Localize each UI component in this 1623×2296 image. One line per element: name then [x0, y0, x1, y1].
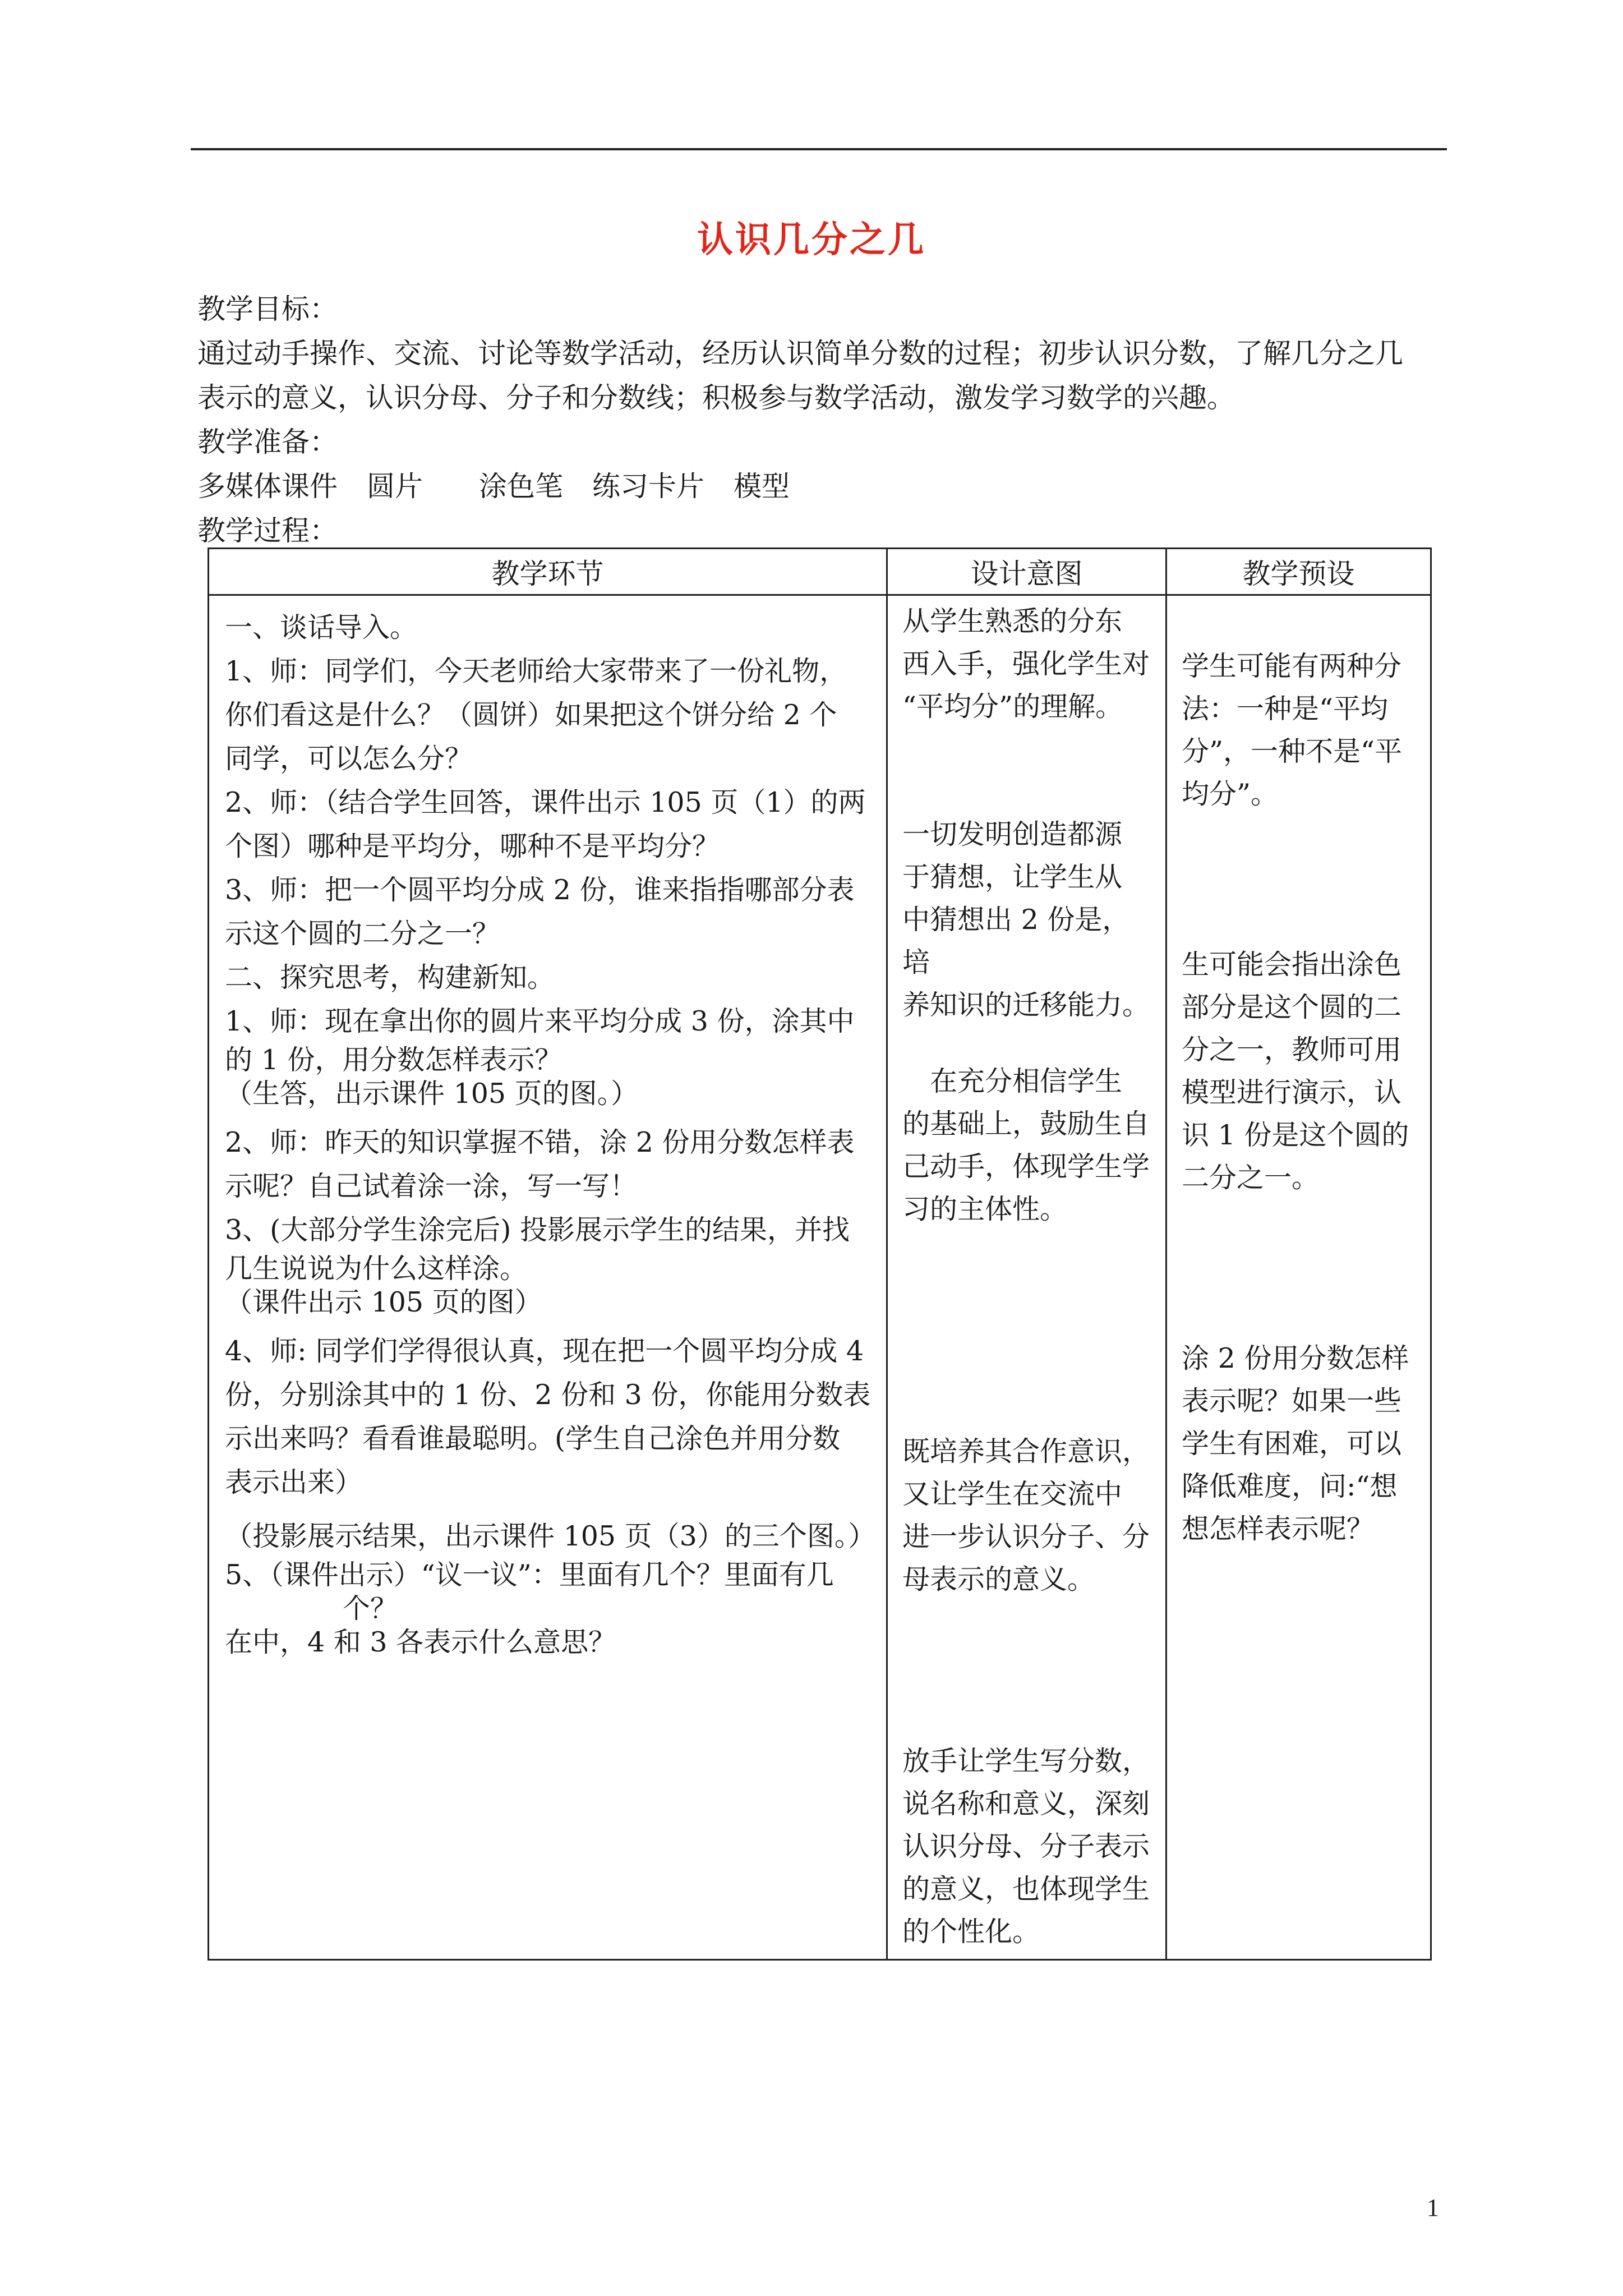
- intent-line: 中猜想出 2 份是，培: [902, 904, 1130, 978]
- table-row: [209, 595, 1431, 1960]
- step-line: 2、师：昨天的知识掌握不错，涂 2 份用分数怎样表: [225, 1126, 855, 1158]
- intent-note: [888, 1430, 1165, 1601]
- preset-line: 涂 2 份用分数怎样: [1182, 1342, 1409, 1374]
- process-heading: 教学过程：: [197, 514, 338, 547]
- step-line: 4、师: 同学们学得很认真，现在把一个圆平均分成 4: [225, 1335, 864, 1367]
- intent-line: 认识分母、分子表示: [902, 1830, 1150, 1862]
- step-line: （课件出示 105 页的图）: [225, 1286, 542, 1318]
- preset-line: 分”，一种不是“平: [1182, 735, 1403, 767]
- step-line: （投影展示结果，出示课件 105 页（3）的三个图。）: [225, 1520, 876, 1552]
- intent-note: [888, 600, 1165, 728]
- teaching-process-table: [208, 547, 1432, 1961]
- step-line: 5、（课件出示）“议一议”：里面有几个？里面有几: [225, 1559, 834, 1591]
- objectives-heading: 教学目标：: [197, 293, 338, 325]
- header-rule: [191, 148, 1447, 150]
- intro-section: [197, 287, 1454, 553]
- intent-line: 的个性化。: [902, 1916, 1040, 1948]
- step-line: 1、师：同学们，今天老师给大家带来了一份礼物，: [225, 655, 847, 687]
- step-line: 示这个圆的二分之一？: [225, 918, 500, 950]
- intent-line: 进一步认识分子、分: [902, 1521, 1150, 1553]
- intent-line: 西入手，强化学生对: [902, 648, 1150, 680]
- intent-note: [888, 813, 1165, 1027]
- preset-line: 想怎样表示呢？: [1182, 1513, 1375, 1545]
- step-line: 在中，4 和 3 各表示什么意思？: [225, 1626, 616, 1658]
- intent-line: “平均分”的理解。: [902, 691, 1123, 723]
- step-line: 的 1 份，用分数怎样表示？: [225, 1044, 562, 1076]
- step-line: 2、师：（结合学生回答，课件出示 105 页（1）的两: [225, 786, 866, 818]
- preset-cell: [1166, 595, 1431, 1960]
- intent-line: 的基础上，鼓励生自: [902, 1108, 1150, 1140]
- preset-line: 学生有困难，可以: [1182, 1428, 1402, 1460]
- step-line: 同学，可以怎么分？: [225, 743, 473, 775]
- prep-item: 涂色笔: [479, 470, 563, 503]
- intent-line: 既培养其合作意识，: [902, 1435, 1150, 1467]
- preset-line: 分之一，教师可用: [1182, 1034, 1402, 1066]
- document-title: 认识几分之几: [697, 219, 926, 261]
- step-line: 表示出来）: [225, 1466, 363, 1498]
- step-line: 1、师：现在拿出你的圆片来平均分成 3 份，涂其中: [225, 1005, 855, 1037]
- step-line: 3、(大部分学生涂完后) 投影展示学生的结果，并找: [225, 1214, 850, 1246]
- intent-line: 一切发明创造都源: [902, 818, 1123, 850]
- step-line: 3、师：把一个圆平均分成 2 份，谁来指指哪部分表: [225, 874, 855, 906]
- step-line: 示出来吗？看看谁最聪明。(学生自己涂色并用分数: [225, 1423, 841, 1455]
- preset-line: 识 1 份是这个圆的: [1182, 1119, 1409, 1151]
- preset-line: 部分是这个圆的二: [1182, 991, 1402, 1023]
- table-header-row: [209, 549, 1431, 595]
- step-line: 示呢？自己试着涂一涂，写一写！: [225, 1170, 638, 1202]
- preset-line: 表示呢？如果一些: [1182, 1385, 1402, 1417]
- intent-cell: [887, 595, 1166, 1960]
- preparation-heading: 教学准备：: [197, 426, 338, 458]
- header-teaching-steps: 教学环节: [209, 549, 887, 595]
- preparation-items: [197, 464, 1454, 509]
- preset-line: 生可能会指出涂色: [1182, 949, 1402, 981]
- step-line: 几生说说为什么这样涂。: [225, 1253, 528, 1285]
- prep-item: 多媒体课件: [197, 470, 338, 503]
- intent-line: 己动手，体现学生学: [902, 1151, 1150, 1182]
- prep-item: 练习卡片: [592, 470, 704, 503]
- intent-note: [888, 1060, 1165, 1231]
- intent-line: 的意义，也体现学生: [902, 1873, 1150, 1905]
- preset-note: [1167, 1337, 1430, 1550]
- header-teaching-preset: 教学预设: [1166, 549, 1431, 595]
- intent-line: 养知识的迁移能力。: [902, 989, 1150, 1021]
- preset-line: 均分”。: [1182, 778, 1279, 810]
- intent-line: 说名称和意义，深刻: [902, 1788, 1150, 1820]
- intent-line: 母表示的意义。: [902, 1563, 1095, 1595]
- intent-line: 于猜想，让学生从: [902, 861, 1123, 893]
- objectives-line-2: 表示的意义，认识分母、分子和分数线；积极参与数学活动，激发学习数学的兴趣。: [197, 381, 1235, 414]
- prep-item: 模型: [734, 470, 790, 503]
- step-line: 个图）哪种是平均分，哪种不是平均分？: [225, 830, 720, 862]
- objectives-line-1: 通过动手操作、交流、讨论等数学活动，经历认识简单分数的过程；初步认识分数，了解几分之几: [197, 337, 1403, 370]
- step-line: 一、谈话导入。: [225, 611, 418, 643]
- step-line: 你们看这是什么？（圆饼）如果把这个饼分给 2 个: [225, 699, 837, 731]
- preset-line: 模型进行演示，认: [1182, 1076, 1402, 1108]
- intent-note: [888, 1740, 1165, 1953]
- preset-line: 法：一种是“平均: [1182, 693, 1389, 725]
- header-design-intent: 设计意图: [887, 549, 1166, 595]
- step-line: 二、探究思考，构建新知。: [225, 961, 555, 993]
- preset-note: [1167, 645, 1430, 816]
- page-number: 1: [1427, 2194, 1439, 2221]
- prep-item: 圆片: [367, 470, 423, 503]
- preset-line: 二分之一。: [1182, 1162, 1320, 1194]
- step-line: （生答，出示课件 105 页的图。）: [225, 1078, 639, 1110]
- steps-cell: [209, 595, 887, 1960]
- preset-note: [1167, 944, 1430, 1199]
- step-line: 个？: [343, 1593, 398, 1625]
- intent-line: 在充分相信学生: [902, 1065, 1123, 1097]
- intent-line: 放手让学生写分数，: [902, 1745, 1150, 1777]
- intent-line: 习的主体性。: [902, 1193, 1068, 1225]
- preset-line: 降低难度，问:“想: [1182, 1470, 1398, 1502]
- step-line: 份，分别涂其中的 1 份、2 份和 3 份，你能用分数表: [225, 1379, 871, 1411]
- intent-line: 从学生熟悉的分东: [902, 605, 1123, 637]
- intent-line: 又让学生在交流中: [902, 1478, 1123, 1510]
- preset-line: 学生可能有两种分: [1182, 650, 1402, 682]
